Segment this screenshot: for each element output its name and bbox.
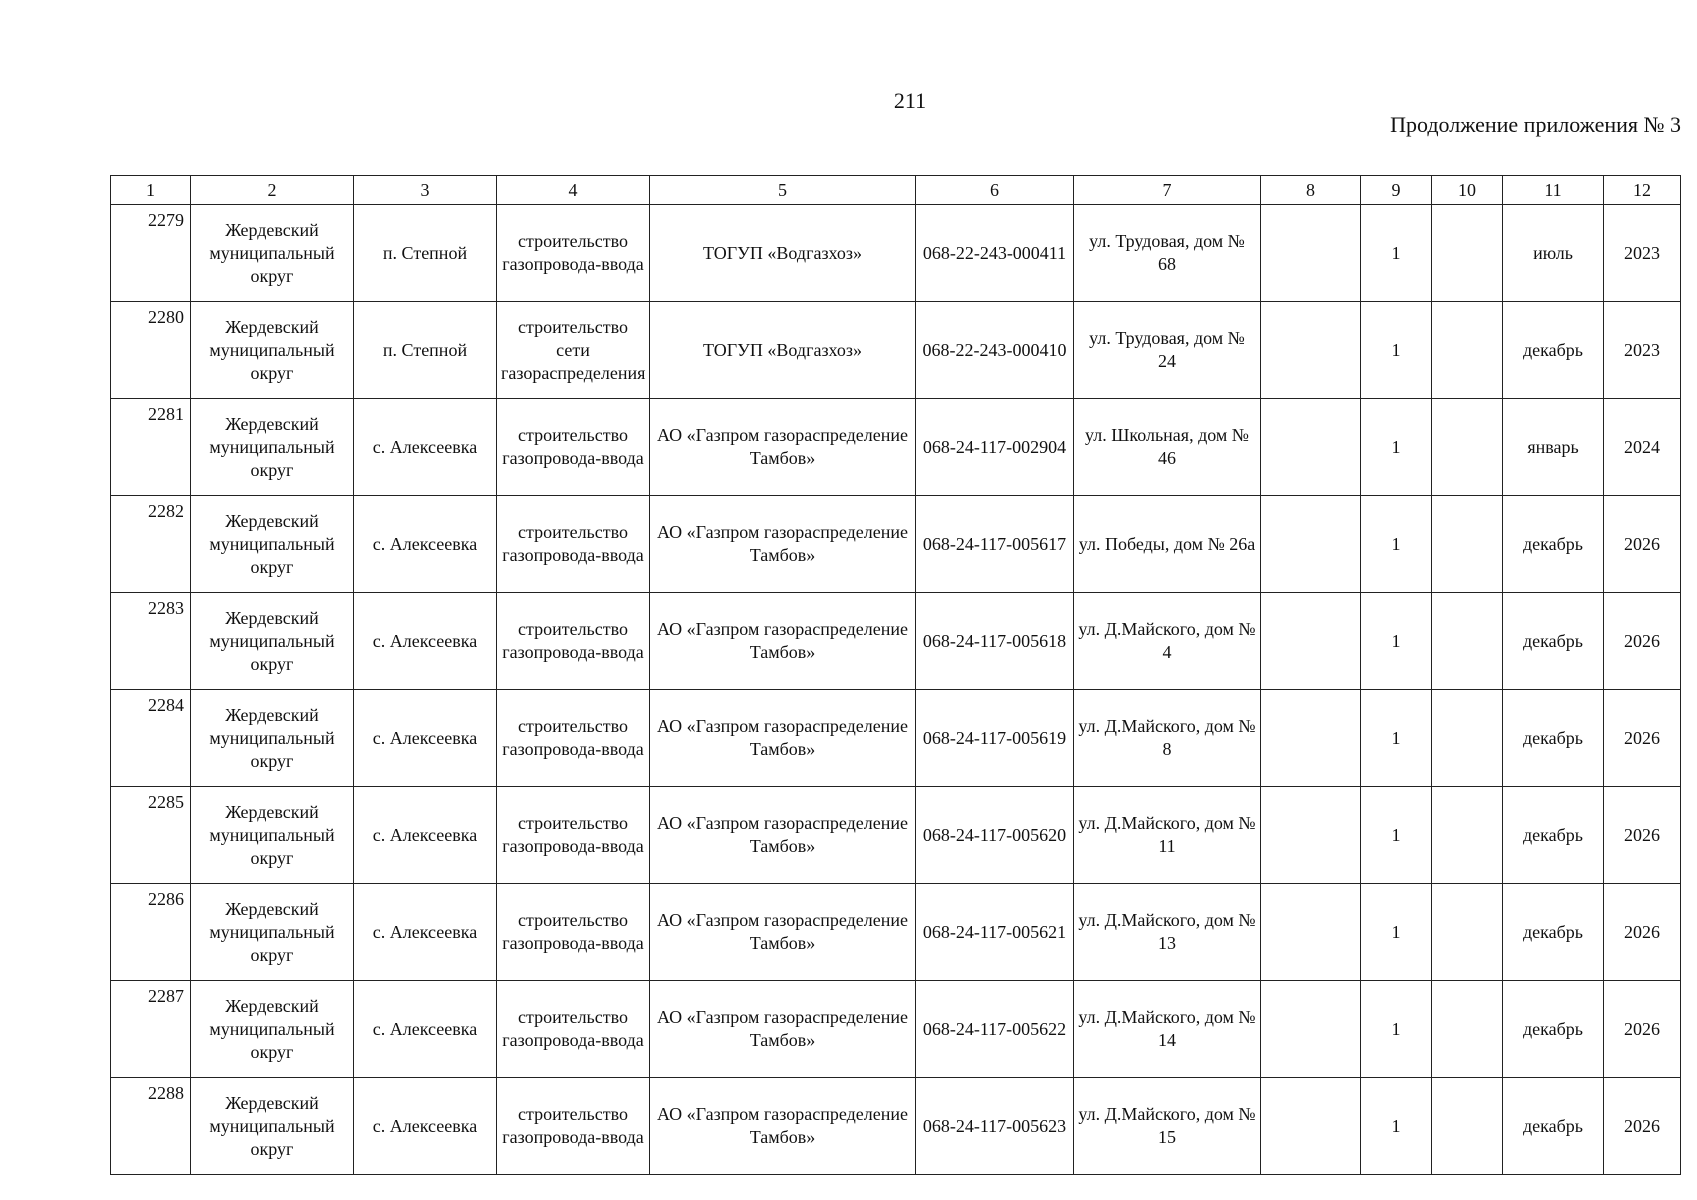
cell-col10 [1432,1078,1503,1175]
cell-organization: ТОГУП «Водгазхоз» [650,205,916,302]
column-header-11: 11 [1503,176,1604,205]
cell-num: 2280 [111,302,191,399]
header-row [111,176,1681,205]
cell-col8 [1261,496,1361,593]
cell-num: 2282 [111,496,191,593]
column-header-8: 8 [1261,176,1361,205]
column-header-3: 3 [354,176,497,205]
cell-col8 [1261,884,1361,981]
cell-district: Жердевский муниципальный округ [191,593,354,690]
cell-address: ул. Школьная, дом № 46 [1074,399,1261,496]
cell-locality: с. Алексеевка [354,496,497,593]
cell-work-type: строительство газопровода-ввода [497,1078,650,1175]
cell-locality: с. Алексеевка [354,884,497,981]
cell-locality: п. Степной [354,302,497,399]
cell-col9: 1 [1361,399,1432,496]
cell-num: 2285 [111,787,191,884]
cell-code: 068-24-117-005618 [916,593,1074,690]
cell-col10 [1432,981,1503,1078]
column-header-5: 5 [650,176,916,205]
cell-month: декабрь [1503,981,1604,1078]
column-header-9: 9 [1361,176,1432,205]
cell-address: ул. Д.Майского, дом № 14 [1074,981,1261,1078]
cell-address: ул. Д.Майского, дом № 4 [1074,593,1261,690]
cell-locality: с. Алексеевка [354,1078,497,1175]
cell-work-type: строительство газопровода-ввода [497,593,650,690]
cell-num: 2284 [111,690,191,787]
cell-year: 2026 [1604,496,1681,593]
page-number: 211 [893,88,927,113]
cell-num: 2279 [111,205,191,302]
cell-year: 2026 [1604,787,1681,884]
cell-locality: с. Алексеевка [354,593,497,690]
cell-code: 068-24-117-005619 [916,690,1074,787]
cell-col9: 1 [1361,593,1432,690]
cell-code: 068-24-117-002904 [916,399,1074,496]
table-row [111,302,1681,399]
cell-organization: ТОГУП «Водгазхоз» [650,302,916,399]
cell-year: 2026 [1604,1078,1681,1175]
cell-district: Жердевский муниципальный округ [191,399,354,496]
column-header-7: 7 [1074,176,1261,205]
cell-address: ул. Трудовая, дом № 24 [1074,302,1261,399]
cell-num: 2283 [111,593,191,690]
cell-code: 068-24-117-005622 [916,981,1074,1078]
table-row [111,593,1681,690]
table-body [111,205,1681,1175]
cell-work-type: строительство газопровода-ввода [497,884,650,981]
table-header [111,176,1681,205]
cell-col8 [1261,205,1361,302]
cell-organization: АО «Газпром газораспределение Тамбов» [650,399,916,496]
column-header-10: 10 [1432,176,1503,205]
table-row [111,496,1681,593]
cell-work-type: строительство сети газораспределения [497,302,650,399]
cell-locality: п. Степной [354,205,497,302]
cell-col8 [1261,690,1361,787]
cell-col9: 1 [1361,690,1432,787]
cell-code: 068-24-117-005621 [916,884,1074,981]
cell-month: декабрь [1503,302,1604,399]
cell-locality: с. Алексеевка [354,981,497,1078]
cell-work-type: строительство газопровода-ввода [497,787,650,884]
cell-col8 [1261,981,1361,1078]
cell-col10 [1432,496,1503,593]
cell-year: 2026 [1604,981,1681,1078]
cell-col8 [1261,302,1361,399]
cell-address: ул. Д.Майского, дом № 13 [1074,884,1261,981]
cell-col8 [1261,787,1361,884]
cell-year: 2024 [1604,399,1681,496]
cell-month: декабрь [1503,690,1604,787]
cell-num: 2286 [111,884,191,981]
cell-district: Жердевский муниципальный округ [191,1078,354,1175]
cell-organization: АО «Газпром газораспределение Тамбов» [650,496,916,593]
table-row [111,1078,1681,1175]
cell-locality: с. Алексеевка [354,690,497,787]
cell-year: 2026 [1604,690,1681,787]
cell-col10 [1432,205,1503,302]
cell-code: 068-22-243-000410 [916,302,1074,399]
cell-work-type: строительство газопровода-ввода [497,496,650,593]
cell-district: Жердевский муниципальный округ [191,690,354,787]
cell-address: ул. Победы, дом № 26а [1074,496,1261,593]
cell-organization: АО «Газпром газораспределение Тамбов» [650,981,916,1078]
cell-col9: 1 [1361,205,1432,302]
cell-col10 [1432,593,1503,690]
cell-address: ул. Д.Майского, дом № 11 [1074,787,1261,884]
cell-district: Жердевский муниципальный округ [191,302,354,399]
cell-col9: 1 [1361,1078,1432,1175]
table-row [111,690,1681,787]
cell-work-type: строительство газопровода-ввода [497,399,650,496]
cell-num: 2288 [111,1078,191,1175]
cell-organization: АО «Газпром газораспределение Тамбов» [650,787,916,884]
cell-month: декабрь [1503,593,1604,690]
cell-num: 2281 [111,399,191,496]
table-row [111,787,1681,884]
cell-col9: 1 [1361,981,1432,1078]
cell-work-type: строительство газопровода-ввода [497,690,650,787]
cell-code: 068-22-243-000411 [916,205,1074,302]
cell-code: 068-24-117-005617 [916,496,1074,593]
column-header-4: 4 [497,176,650,205]
cell-district: Жердевский муниципальный округ [191,787,354,884]
cell-col9: 1 [1361,302,1432,399]
table-row [111,399,1681,496]
cell-month: декабрь [1503,884,1604,981]
cell-col9: 1 [1361,884,1432,981]
cell-address: ул. Д.Майского, дом № 15 [1074,1078,1261,1175]
cell-col9: 1 [1361,496,1432,593]
cell-col10 [1432,787,1503,884]
cell-col10 [1432,690,1503,787]
cell-col8 [1261,1078,1361,1175]
cell-month: июль [1503,205,1604,302]
cell-organization: АО «Газпром газораспределение Тамбов» [650,690,916,787]
column-header-6: 6 [916,176,1074,205]
cell-organization: АО «Газпром газораспределение Тамбов» [650,1078,916,1175]
cell-year: 2023 [1604,302,1681,399]
table-row [111,884,1681,981]
cell-col9: 1 [1361,787,1432,884]
cell-year: 2023 [1604,205,1681,302]
cell-month: декабрь [1503,1078,1604,1175]
column-header-2: 2 [191,176,354,205]
cell-district: Жердевский муниципальный округ [191,496,354,593]
cell-locality: с. Алексеевка [354,787,497,884]
cell-year: 2026 [1604,884,1681,981]
cell-col8 [1261,399,1361,496]
cell-work-type: строительство газопровода-ввода [497,205,650,302]
column-header-1: 1 [111,176,191,205]
cell-work-type: строительство газопровода-ввода [497,981,650,1078]
cell-organization: АО «Газпром газораспределение Тамбов» [650,593,916,690]
column-header-12: 12 [1604,176,1681,205]
cell-col10 [1432,399,1503,496]
cell-month: декабрь [1503,787,1604,884]
cell-month: декабрь [1503,496,1604,593]
cell-code: 068-24-117-005620 [916,787,1074,884]
cell-district: Жердевский муниципальный округ [191,981,354,1078]
cell-organization: АО «Газпром газораспределение Тамбов» [650,884,916,981]
cell-address: ул. Д.Майского, дом № 8 [1074,690,1261,787]
cell-year: 2026 [1604,593,1681,690]
cell-locality: с. Алексеевка [354,399,497,496]
table-row [111,205,1681,302]
cell-month: январь [1503,399,1604,496]
cell-col8 [1261,593,1361,690]
registry-table [110,175,1681,1175]
appendix-continuation-label: Продолжение приложения № 3 [1390,112,1681,137]
table-row [111,981,1681,1078]
cell-code: 068-24-117-005623 [916,1078,1074,1175]
cell-col10 [1432,302,1503,399]
cell-col10 [1432,884,1503,981]
cell-num: 2287 [111,981,191,1078]
cell-district: Жердевский муниципальный округ [191,884,354,981]
cell-district: Жердевский муниципальный округ [191,205,354,302]
cell-address: ул. Трудовая, дом № 68 [1074,205,1261,302]
